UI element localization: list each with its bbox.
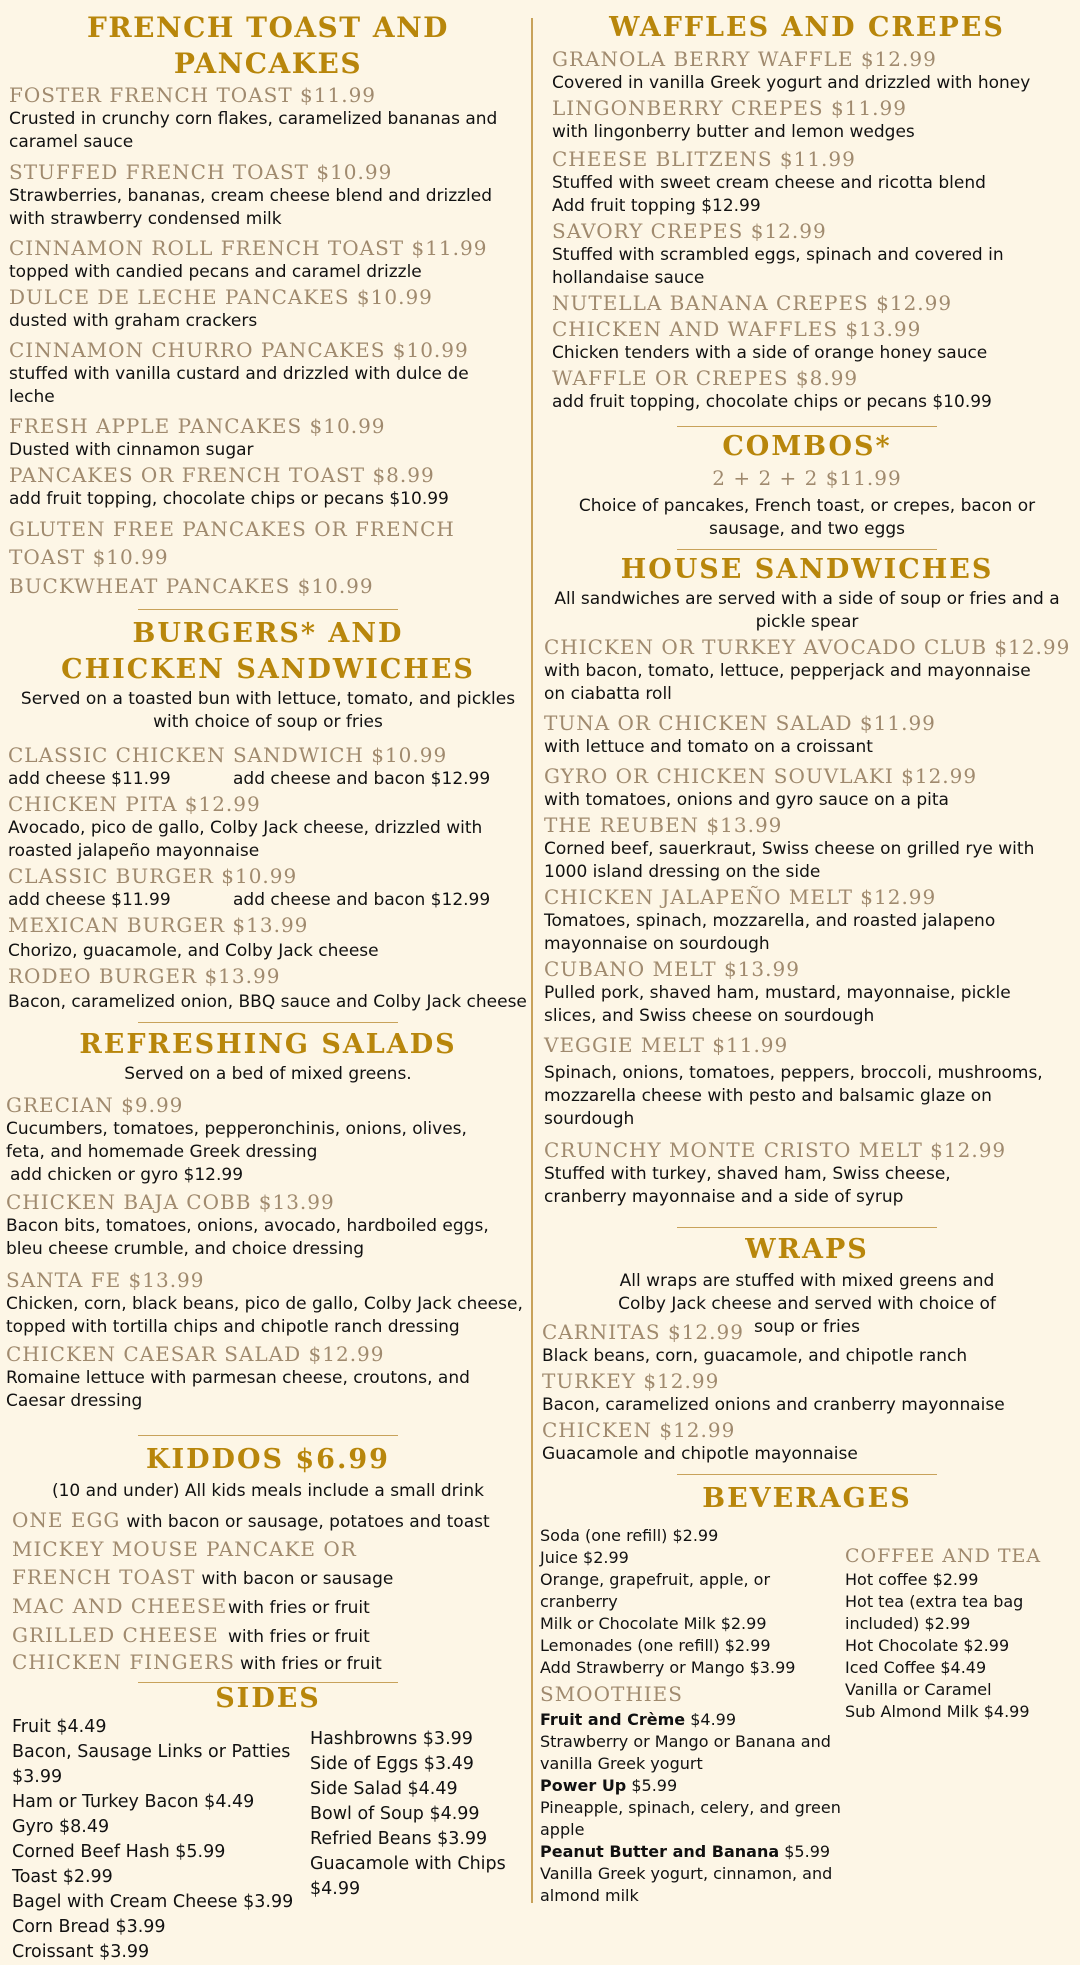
item-description: dusted with graham crackers [9, 311, 258, 331]
drink-item: Milk or Chocolate Milk $2.99 [540, 1614, 767, 1633]
side-item: Corn Bread $3.99 [12, 1917, 166, 1937]
item-description: Guacamole and chipotle mayonnaise [542, 1444, 858, 1464]
section-french-toast [6, 0, 530, 610]
smoothie-description: Strawberry or Mango or Banana and vanilla Greek yogurt [540, 1732, 831, 1773]
item-description: Bacon, caramelized onions and cranberry mayonnaise [542, 1395, 1005, 1415]
item-description: with fries or fruit [228, 1598, 370, 1618]
section-title: REFRESHING SALADS [79, 1029, 457, 1060]
smoothie-description: Vanilla Greek yogurt, cinnamon, and almond milk [540, 1864, 833, 1905]
coffee-item: Iced Coffee $4.49 [845, 1658, 987, 1677]
section-kiddos [6, 1436, 530, 1683]
coffee-title: COFFEE AND TEA [845, 1545, 1042, 1567]
smoothie-price: $5.99 [784, 1842, 831, 1861]
item-title: FRENCH TOAST [12, 1565, 196, 1589]
section-note: All wraps are stuffed with mixed greens and Colby Jack cheese and served with choice of soup or fries [618, 1271, 996, 1337]
smoothie-item [540, 1709, 845, 1731]
beverages-left [540, 1525, 845, 1907]
smoothie-name: Fruit and Crème [540, 1710, 686, 1729]
item-description: Stuffed with turkey, shaved ham, Swiss cheese, cranberry mayonnaise and a side of syrup [544, 1164, 951, 1207]
section-title: BURGERS* AND CHICKEN SANDWICHES [61, 618, 475, 685]
section-waffles [540, 0, 1074, 427]
item-title: GLUTEN FREE PANCAKES OR FRENCH TOAST $10.99 [9, 517, 455, 569]
item-title: CLASSIC CHICKEN SANDWICH $10.99 [8, 743, 448, 767]
drink-item: Soda (one refill) $2.99 [540, 1526, 719, 1545]
item-title: LINGONBERRY CREPES $11.99 [552, 96, 907, 120]
kids-item [12, 1507, 530, 1534]
item-description: Romaine lettuce with parmesan cheese, croutons, and Caesar dressing [6, 1368, 470, 1411]
smoothie-name: Power Up [540, 1776, 627, 1795]
item-description: with fries or fruit [228, 1627, 370, 1647]
item-description: Crusted in crunchy corn flakes, caramelized bananas and caramel sauce [9, 109, 498, 152]
item-description: with bacon or sausage [201, 1569, 394, 1589]
item-title: FOSTER FRENCH TOAST $11.99 [9, 83, 377, 107]
item-description: with lettuce and tomato on a croissant [544, 737, 873, 757]
item-description: add cheese $11.99 [8, 769, 171, 789]
item-title: GRILLED CHEESE [12, 1623, 219, 1647]
section-title: KIDDOS $6.99 [146, 1444, 390, 1475]
beverages-grid [540, 1525, 1074, 1907]
section-title: WRAPS [745, 1234, 869, 1265]
beverages-right [845, 1525, 1045, 1907]
item-title: PANCAKES OR FRENCH TOAST $8.99 [9, 463, 435, 487]
menu-items [6, 1507, 530, 1676]
item-description: add chicken or gyro $12.99 [10, 1165, 244, 1185]
drink-item: Lemonades (one refill) $2.99 [540, 1636, 771, 1655]
item-title: CHICKEN JALAPEÑO MELT $12.99 [544, 885, 937, 909]
coffee-item: Vanilla or Caramel [845, 1680, 992, 1699]
section-sides [6, 1683, 530, 1965]
item-description: Pulled pork, shaved ham, mustard, mayonnaise, pickle slices, and Swiss cheese on sourdough [544, 983, 1011, 1026]
section-note: Served on a toasted bun with lettuce, tomato, and pickles with choice of soup or fries [20, 689, 516, 732]
item-description: Black beans, corn, guacamole, and chipotle ranch [542, 1346, 968, 1366]
item-description: Avocado, pico de gallo, Colby Jack cheese, drizzled with roasted jalapeño mayonnaise [8, 818, 483, 861]
side-item: Ham or Turkey Bacon $4.49 [12, 1792, 255, 1812]
side-item: Bacon, Sausage Links or Patties $3.99 [12, 1742, 291, 1787]
item-title: VEGGIE MELT $11.99 [544, 1033, 789, 1057]
left-column [6, 0, 530, 1965]
drink-item: Add Strawberry or Mango $3.99 [540, 1658, 796, 1677]
side-item: Fruit $4.49 [12, 1717, 107, 1737]
item-description: Corned beef, sauerkraut, Swiss cheese on grilled rye with 1000 island dressing on the side [544, 839, 1035, 882]
coffee-item: Hot coffee $2.99 [845, 1570, 979, 1589]
item-title: FRESH APPLE PANCAKES $10.99 [9, 414, 386, 438]
item-description: add cheese and bacon $12.99 [233, 769, 491, 789]
drink-item: Orange, grapefruit, apple, or cranberry [540, 1570, 771, 1611]
menu-items [540, 634, 1074, 1209]
item-title: CHICKEN BAJA COBB $13.99 [6, 1190, 335, 1214]
section-salads [6, 1023, 530, 1436]
side-item: Refried Beans $3.99 [310, 1829, 488, 1849]
sides-column-1 [12, 1715, 310, 1965]
section-title: BEVERAGES [702, 1483, 912, 1514]
menu-items [540, 46, 1074, 414]
item-title: SANTA FE $13.99 [6, 1268, 205, 1292]
item-options [8, 768, 530, 791]
section-note: All sandwiches are served with a side of soup or fries and a pickle spear [554, 589, 1060, 632]
sides-column-2 [310, 1715, 520, 1965]
smoothie-item [540, 1841, 845, 1863]
item-description: Chicken, corn, black beans, pico de gallo, Colby Jack cheese, topped with tortilla chips and chipotle ranch dressing [6, 1294, 523, 1337]
item-title: CHICKEN CAESAR SALAD $12.99 [6, 1342, 385, 1366]
item-description: Cucumbers, tomatoes, pepperonchinis, onions, olives, feta, and homemade Greek dressing [6, 1119, 467, 1162]
side-item: Corned Beef Hash $5.99 [12, 1842, 226, 1862]
smoothie-description: Pineapple, spinach, celery, and green apple [540, 1798, 841, 1839]
item-title: CRUNCHY MONTE CRISTO MELT $12.99 [544, 1138, 1007, 1162]
item-title: GYRO OR CHICKEN SOUVLAKI $12.99 [544, 764, 978, 788]
item-title: GRANOLA BERRY WAFFLE $12.99 [552, 47, 937, 71]
item-description: Add fruit topping $12.99 [552, 196, 761, 216]
item-title: MAC AND CHEESE [12, 1594, 228, 1618]
item-title: WAFFLE OR CREPES $8.99 [552, 366, 859, 390]
kids-item [12, 1649, 530, 1676]
item-title: NUTELLA BANANA CREPES $12.99 [552, 291, 953, 315]
item-title: CARNITAS $12.99 [542, 1320, 744, 1344]
smoothie-item [540, 1775, 845, 1797]
item-description: Spinach, onions, tomatoes, peppers, broccoli, mushrooms, mozzarella cheese with pesto and balsamic glaze on sourdough [544, 1063, 1043, 1129]
section-wraps [540, 1228, 1074, 1475]
item-title: CHICKEN PITA $12.99 [8, 792, 261, 816]
section-note: (10 and under) All kids meals include a small drink [51, 1481, 485, 1501]
item-title: CHICKEN AND WAFFLES $13.99 [552, 317, 922, 341]
item-description: Strawberries, bananas, cream cheese blend and drizzled with strawberry condensed milk [9, 186, 493, 229]
side-item: Side Salad $4.49 [310, 1779, 458, 1799]
drink-item: Juice $2.99 [540, 1548, 629, 1567]
kids-item [12, 1622, 530, 1649]
side-item: Toast $2.99 [12, 1867, 113, 1887]
item-description: Bacon bits, tomatoes, onions, avocado, hardboiled eggs, bleu cheese crumble, and choice dressing [6, 1216, 489, 1259]
item-title: ONE EGG [12, 1508, 121, 1532]
section-title: WAFFLES AND CREPES [609, 12, 1005, 43]
smoothie-price: $4.99 [690, 1710, 737, 1729]
side-item: Croissant $3.99 [12, 1942, 150, 1962]
section-house-sandwiches [540, 550, 1074, 1228]
item-description: Chorizo, guacamole, and Colby Jack cheese [8, 941, 379, 961]
item-title: CINNAMON ROLL FRENCH TOAST $11.99 [9, 236, 488, 260]
kids-item [12, 1564, 530, 1591]
item-title: MEXICAN BURGER $13.99 [8, 913, 309, 937]
item-description: topped with candied pecans and caramel drizzle [9, 262, 422, 282]
menu-items [6, 742, 530, 1014]
section-combos [540, 427, 1074, 550]
item-description: add cheese and bacon $12.99 [233, 890, 491, 910]
item-title: CINNAMON CHURRO PANCAKES $10.99 [9, 338, 469, 362]
item-description: add fruit topping, chocolate chips or pecans $10.99 [552, 392, 992, 412]
side-item: Hashbrowns $3.99 [310, 1729, 473, 1749]
item-title: GRECIAN $9.99 [6, 1093, 184, 1117]
item-description: with fries or fruit [240, 1654, 382, 1674]
side-item: Bowl of Soup $4.99 [310, 1804, 480, 1824]
side-item: Bagel with Cream Cheese $3.99 [12, 1892, 294, 1912]
section-note: Choice of pancakes, French toast, or crepes, bacon or sausage, and two eggs [578, 496, 1036, 539]
side-item: Gyro $8.49 [12, 1817, 110, 1837]
smoothie-price: $5.99 [631, 1776, 678, 1795]
sides-list [6, 1715, 530, 1965]
item-title: TUNA OR CHICKEN SALAD $11.99 [544, 711, 936, 735]
section-title: HOUSE SANDWICHES [620, 554, 994, 585]
section-beverages [540, 1475, 1074, 1907]
section-burgers [6, 610, 530, 1023]
item-description: Stuffed with scrambled eggs, spinach and covered in hollandaise sauce [552, 245, 1004, 288]
column-divider [531, 18, 533, 1903]
section-title: COMBOS* [722, 431, 892, 462]
item-title: BUCKWHEAT PANCAKES $10.99 [9, 574, 374, 598]
item-title: STUFFED FRENCH TOAST $10.99 [9, 160, 393, 184]
item-description: add fruit topping, chocolate chips or pecans $10.99 [9, 489, 449, 509]
item-title: DULCE DE LECHE PANCAKES $10.99 [9, 285, 433, 309]
item-description: Stuffed with sweet cream cheese and ricotta blend [552, 173, 986, 193]
side-item: Guacamole with Chips $4.99 [310, 1854, 506, 1899]
item-description: Dusted with cinnamon sugar [9, 440, 254, 460]
item-title: THE REUBEN $13.99 [544, 813, 783, 837]
coffee-item: Hot Chocolate $2.99 [845, 1636, 1010, 1655]
item-description: Chicken tenders with a side of orange honey sauce [552, 343, 988, 363]
combo-price: 2 + 2 + 2 $11.99 [712, 466, 902, 490]
item-title: RODEO BURGER $13.99 [8, 964, 281, 988]
smoothie-name: Peanut Butter and Banana [540, 1842, 780, 1861]
right-column [540, 0, 1074, 1907]
section-title: SIDES [215, 1683, 321, 1714]
menu-items [540, 1319, 1074, 1466]
kids-item [12, 1593, 530, 1620]
item-description: with bacon, tomato, lettuce, pepperjack and mayonnaise on ciabatta roll [544, 661, 1031, 704]
section-title: FRENCH TOAST AND PANCAKES [87, 11, 449, 80]
item-description: with lingonberry butter and lemon wedges [552, 122, 915, 142]
item-title: CUBANO MELT $13.99 [544, 957, 800, 981]
section-note: Served on a bed of mixed greens. [124, 1064, 412, 1084]
item-title: CHICKEN OR TURKEY AVOCADO CLUB $12.99 [544, 635, 1071, 659]
item-title: CHICKEN FINGERS [12, 1650, 235, 1674]
item-title: SAVORY CREPES $12.99 [552, 219, 827, 243]
item-title: CHICKEN $12.99 [542, 1418, 736, 1442]
item-description: Bacon, caramelized onion, BBQ sauce and Colby Jack cheese [8, 992, 527, 1012]
item-title: CHEESE BLITZENS $11.99 [552, 147, 856, 171]
item-description: with bacon or sausage, potatoes and toast [126, 1512, 490, 1532]
kids-item [12, 1536, 530, 1562]
item-description: Tomatoes, spinach, mozzarella, and roasted jalapeno mayonnaise on sourdough [544, 911, 996, 954]
item-title: MICKEY MOUSE PANCAKE OR [12, 1537, 357, 1561]
coffee-item: Sub Almond Milk $4.99 [845, 1702, 1030, 1721]
item-title: TURKEY $12.99 [542, 1369, 720, 1393]
item-description: stuffed with vanilla custard and drizzled with dulce de leche [9, 364, 469, 407]
menu-item [6, 82, 530, 599]
coffee-item: Hot tea (extra tea bag included) $2.99 [845, 1592, 1024, 1633]
item-title: CLASSIC BURGER $10.99 [8, 864, 298, 888]
item-description: Covered in vanilla Greek yogurt and drizzled with honey [552, 73, 1031, 93]
menu-items [6, 1092, 530, 1413]
item-options [8, 889, 530, 912]
smoothies-title: SMOOTHIES [540, 1682, 683, 1706]
item-description: add cheese $11.99 [8, 890, 171, 910]
side-item: Side of Eggs $3.49 [310, 1754, 474, 1774]
item-description: with tomatoes, onions and gyro sauce on a pita [544, 790, 949, 810]
